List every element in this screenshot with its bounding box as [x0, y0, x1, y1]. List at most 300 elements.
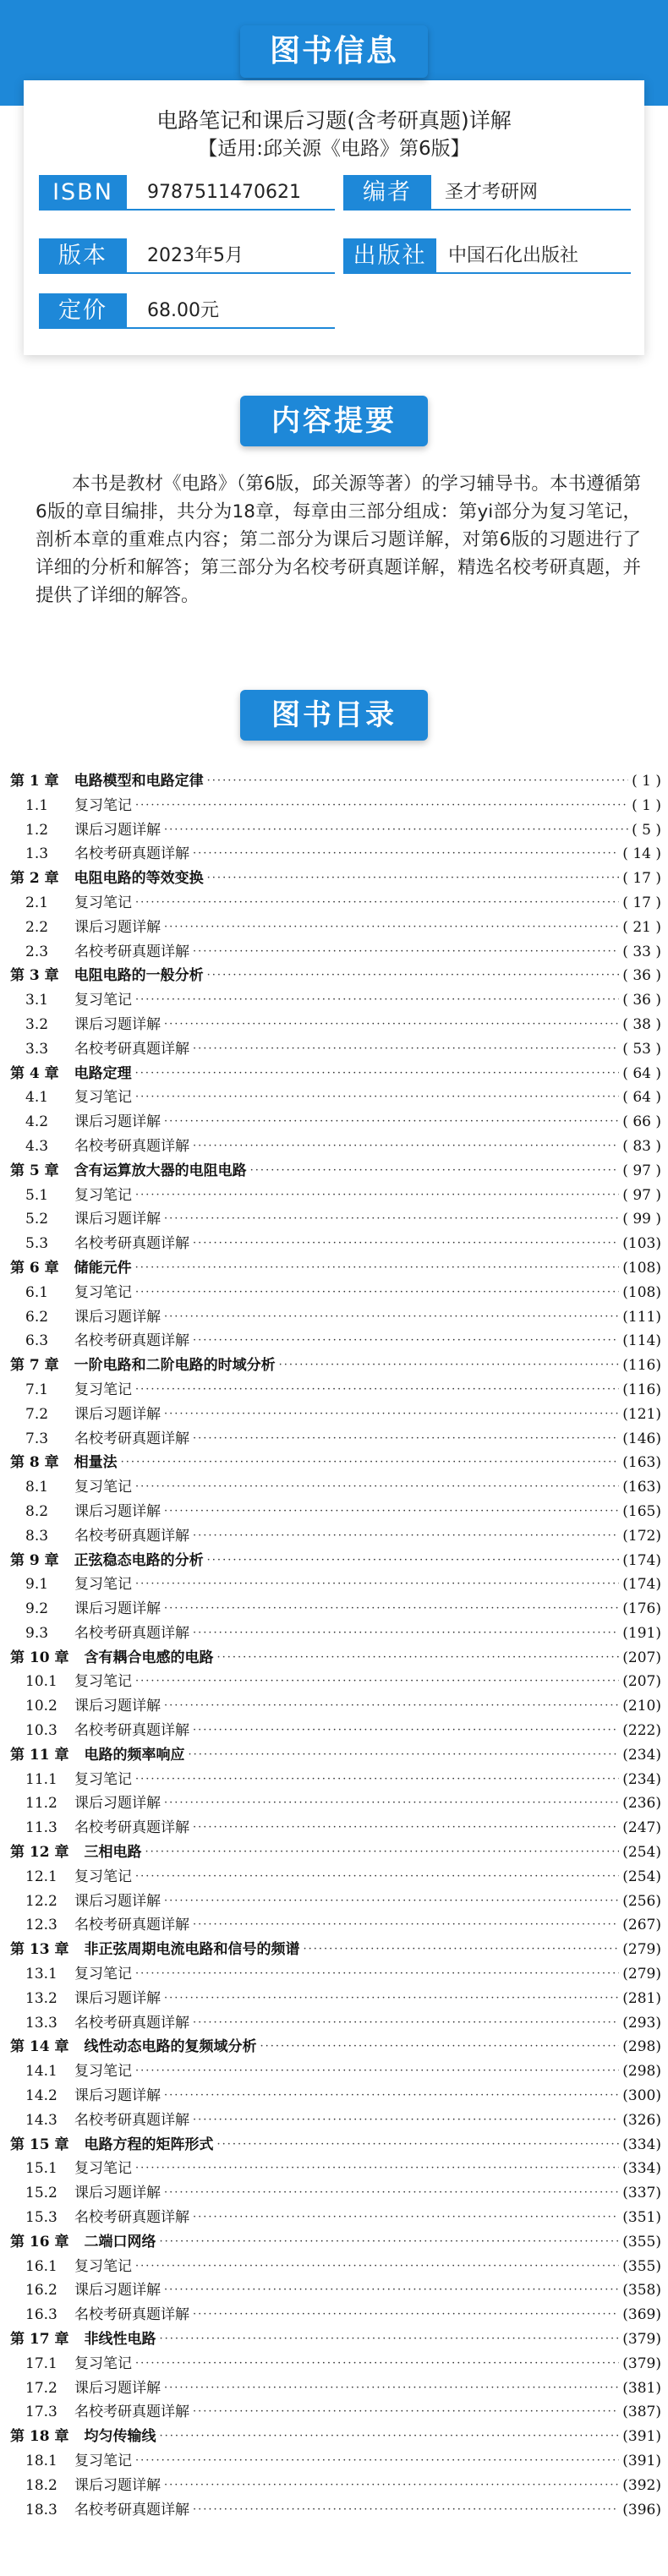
toc-leader-dots	[193, 2400, 619, 2425]
toc-number: 7.3	[25, 1430, 49, 1447]
toc-title: 课后习题详解	[74, 2379, 161, 2397]
toc-title: 名校考研真题详解	[74, 1235, 189, 1253]
toc-number: 11.3	[25, 1819, 57, 1837]
toc-number: 17.2	[25, 2379, 57, 2397]
toc-section-row	[10, 1670, 661, 1694]
toc-number: 第 10 章	[10, 1649, 69, 1666]
toc-leader-dots	[207, 769, 628, 794]
toc-page: (358)	[622, 2282, 661, 2300]
toc-title: 课后习题详解	[74, 1211, 161, 1228]
toc-page: (293)	[622, 2014, 661, 2032]
toc-number: 9.1	[25, 1576, 49, 1594]
toc-page: (254)	[622, 1844, 661, 1862]
book-title: 电路笔记和课后习题(含考研真题)详解	[156, 108, 512, 133]
toc-leader-dots	[193, 2303, 619, 2327]
toc-title: 名校考研真题详解	[74, 1332, 189, 1350]
toc-leader-dots	[207, 1549, 620, 1573]
toc-leader-dots	[135, 2352, 619, 2376]
toc-title: 课后习题详解	[74, 1502, 161, 1520]
toc-title: 复习笔记	[74, 2257, 132, 2275]
toc-leader-dots	[145, 1840, 620, 1865]
toc-page: (165)	[622, 1502, 661, 1520]
toc-page: (379)	[622, 2354, 661, 2372]
toc-number: 第 11 章	[10, 1746, 69, 1764]
toc-leader-dots	[121, 1451, 620, 1475]
toc-title: 复习笔记	[74, 2452, 132, 2469]
toc-title: 课后习题详解	[74, 1698, 161, 1715]
toc-page: (381)	[622, 2379, 661, 2397]
toc-title: 复习笔记	[74, 1673, 132, 1691]
toc-number: 18.1	[25, 2452, 57, 2469]
toc-page: ( 1 )	[632, 773, 661, 790]
toc-number: 第 15 章	[10, 2136, 69, 2153]
toc-title: 复习笔记	[74, 1770, 132, 1788]
toc-title: 储能元件	[74, 1259, 132, 1277]
toc-title: 课后习题详解	[74, 1989, 161, 2007]
toc-leader-dots	[135, 1962, 619, 1987]
toc-number: 18.3	[25, 2501, 57, 2519]
toc-number: 2.2	[25, 918, 49, 936]
toc-page: (351)	[622, 2209, 661, 2227]
toc-page: (174)	[622, 1576, 661, 1594]
toc-number: 9.3	[25, 1624, 49, 1642]
publisher-value: 中国石化出版社	[448, 245, 579, 266]
editor-underline	[431, 209, 631, 211]
toc-title: 一阶电路和二阶电路的时域分析	[74, 1357, 276, 1375]
toc-section-row	[10, 1962, 661, 1987]
toc-section-row	[10, 2303, 661, 2327]
edition-field	[39, 238, 335, 274]
toc-leader-dots	[135, 2449, 619, 2474]
toc-leader-dots	[217, 2133, 620, 2158]
toc-leader-dots	[164, 818, 628, 843]
toc-section-row	[10, 1037, 661, 1062]
toc-number: 第 16 章	[10, 2233, 69, 2251]
toc-page: (116)	[622, 1357, 661, 1375]
toc-title: 名校考研真题详解	[74, 2404, 189, 2421]
toc-chapter-row	[10, 2133, 661, 2158]
toc-number: 12.3	[25, 1917, 57, 1934]
toc-number: 2.3	[25, 943, 49, 960]
toc-title: 复习笔记	[74, 2354, 132, 2372]
toc-leader-dots	[160, 2230, 620, 2255]
toc-page: ( 33 )	[622, 943, 661, 960]
toc-title: 电阻电路的一般分析	[74, 967, 204, 985]
toc-chapter-row	[10, 1743, 661, 1768]
toc-chapter-row	[10, 867, 661, 891]
toc-number: 第 6 章	[10, 1259, 59, 1277]
toc-page: (108)	[622, 1259, 661, 1277]
toc-number: 14.1	[25, 2063, 57, 2081]
toc-title: 名校考研真题详解	[74, 2014, 189, 2032]
toc-number: 第 4 章	[10, 1064, 59, 1082]
toc-page: (163)	[622, 1454, 661, 1472]
toc-section-row	[10, 2108, 661, 2133]
toc-title: 二端口网络	[84, 2233, 156, 2251]
toc-section-row	[10, 1913, 661, 1938]
toc-leader-dots	[217, 1646, 620, 1671]
toc-title: 复习笔记	[74, 894, 132, 911]
toc-leader-dots	[193, 1913, 619, 1938]
summary-heading: 内容提要	[240, 396, 428, 446]
toc-section-row	[10, 2181, 661, 2206]
toc-chapter-row	[10, 1938, 661, 1962]
toc-page: (210)	[622, 1698, 661, 1715]
toc-page: (116)	[622, 1381, 661, 1398]
toc-number: 7.1	[25, 1381, 49, 1398]
price-underline	[127, 327, 335, 329]
toc-page: (281)	[622, 1989, 661, 2007]
toc-section-row	[10, 1719, 661, 1743]
toc-number: 1.3	[25, 845, 49, 863]
toc-page: (267)	[622, 1917, 661, 1934]
toc-title: 电阻电路的等效变换	[74, 870, 204, 888]
toc-title: 非线性电路	[84, 2331, 156, 2348]
toc-page: (163)	[622, 1479, 661, 1496]
toc-leader-dots	[193, 1816, 619, 1840]
toc-leader-dots	[164, 2181, 619, 2206]
toc-page: (114)	[622, 1332, 661, 1350]
toc-page: (247)	[622, 1819, 661, 1837]
price-value: 68.00元	[147, 300, 219, 321]
toc-number: 10.2	[25, 1698, 57, 1715]
toc-section-row	[10, 1110, 661, 1135]
toc-number: 10.3	[25, 1722, 57, 1740]
isbn-value: 9787511470621	[147, 182, 301, 203]
toc-title: 课后习题详解	[74, 1892, 161, 1910]
editor-field	[343, 175, 631, 211]
toc-leader-dots	[193, 2011, 619, 2036]
toc-number: 16.2	[25, 2282, 57, 2300]
toc-title: 电路模型和电路定律	[74, 773, 204, 790]
toc-section-row	[10, 1207, 661, 1232]
toc-title: 非正弦周期电流电路和信号的频谱	[84, 1941, 300, 1959]
toc-leader-dots	[164, 1013, 619, 1037]
toc-chapter-row	[10, 1451, 661, 1475]
toc-chapter-row	[10, 1549, 661, 1573]
toc-page: (256)	[622, 1892, 661, 1910]
publisher-label: 出版社	[343, 238, 436, 274]
toc-page: (236)	[622, 1795, 661, 1813]
editor-label: 编者	[343, 175, 431, 211]
toc-page: (369)	[622, 2306, 661, 2324]
toc-title: 复习笔记	[74, 1479, 132, 1496]
toc-section-row	[10, 1987, 661, 2011]
price-field	[39, 293, 335, 329]
toc-title: 复习笔记	[74, 1186, 132, 1204]
toc-page: (234)	[622, 1746, 661, 1764]
toc-page: (379)	[622, 2331, 661, 2348]
toc-section-row	[10, 2206, 661, 2230]
isbn-underline	[127, 209, 335, 211]
toc-section-row	[10, 1694, 661, 1719]
toc-page: ( 36 )	[622, 967, 661, 985]
toc-page: ( 17 )	[622, 894, 661, 911]
toc-page: (174)	[622, 1551, 661, 1569]
toc-title: 电路定理	[74, 1064, 132, 1082]
toc-title: 课后习题详解	[74, 2476, 161, 2494]
toc-leader-dots	[164, 1987, 619, 2011]
toc-leader-dots	[164, 2376, 619, 2401]
toc-leader-dots	[135, 1670, 619, 1694]
toc-leader-dots	[164, 2278, 619, 2303]
summary-text: 本书是教材《电路》（第6版，邱关源等著）的学习辅导书。本书遵循第6版的章目编排，共分为18章，每章由三部分组成：第yi部分为复习笔记，剖析本章的重难点内容；第二部分为课后习题详解，对第6版的习题进行了详细的分析和解答；第三部分为名校考研真题详解，精选名校考研真题，并提供了详细的解答。	[36, 473, 641, 606]
toc-leader-dots	[135, 1768, 619, 1792]
toc-page: ( 38 )	[622, 1015, 661, 1033]
toc-page: (298)	[622, 2038, 661, 2056]
toc-chapter-row	[10, 964, 661, 988]
toc-number: 14.3	[25, 2111, 57, 2129]
toc-page: (146)	[622, 1430, 661, 1447]
toc-page: ( 66 )	[622, 1113, 661, 1131]
editor-value: 圣才考研网	[445, 182, 539, 203]
toc-title: 复习笔记	[74, 2160, 132, 2178]
toc-chapter-row	[10, 1159, 661, 1184]
toc-section-row	[10, 1378, 661, 1403]
toc-leader-dots	[135, 1572, 619, 1597]
toc-number: 5.3	[25, 1235, 49, 1253]
toc-title: 名校考研真题详解	[74, 2306, 189, 2324]
toc-leader-dots	[135, 2157, 619, 2181]
toc-section-row	[10, 940, 661, 965]
toc-leader-dots	[135, 1256, 620, 1281]
toc-leader-dots	[135, 1281, 619, 1305]
toc-title: 线性动态电路的复频域分析	[84, 2038, 257, 2056]
toc-number: 17.1	[25, 2354, 57, 2372]
toc-title: 三相电路	[84, 1844, 142, 1862]
toc-page: (334)	[622, 2160, 661, 2178]
toc-title: 名校考研真题详解	[74, 1527, 189, 1545]
toc-title: 课后习题详解	[74, 1308, 161, 1326]
toc-title: 课后习题详解	[74, 2185, 161, 2202]
toc-number: 4.2	[25, 1113, 49, 1131]
toc-section-row	[10, 2449, 661, 2474]
toc-leader-dots	[135, 794, 628, 818]
toc-section-row	[10, 2255, 661, 2279]
toc-number: 14.2	[25, 2087, 57, 2105]
toc-number: 4.1	[25, 1089, 49, 1107]
toc-leader-dots	[164, 1403, 619, 1427]
toc-page: (334)	[622, 2136, 661, 2153]
toc-title: 复习笔记	[74, 1283, 132, 1301]
toc-leader-dots	[207, 964, 620, 988]
toc-section-row	[10, 1281, 661, 1305]
toc-leader-dots	[164, 1110, 619, 1135]
toc-leader-dots	[189, 1743, 620, 1768]
table-of-contents	[10, 769, 661, 2522]
toc-section-row	[10, 2498, 661, 2523]
toc-section-row	[10, 1013, 661, 1037]
isbn-field	[39, 175, 335, 211]
toc-section-row	[10, 1475, 661, 1500]
toc-page: ( 5 )	[632, 821, 661, 839]
toc-section-row	[10, 891, 661, 916]
toc-title: 名校考研真题详解	[74, 1624, 189, 1642]
toc-section-row	[10, 1403, 661, 1427]
toc-section-row	[10, 1572, 661, 1597]
toc-leader-dots	[260, 2035, 620, 2059]
toc-number: 16.3	[25, 2306, 57, 2324]
toc-page: (279)	[622, 1966, 661, 1983]
toc-title: 名校考研真题详解	[74, 943, 189, 960]
toc-title: 复习笔记	[74, 1576, 132, 1594]
toc-number: 12.1	[25, 1868, 57, 1885]
toc-leader-dots	[304, 1938, 620, 1962]
toc-title: 名校考研真题详解	[74, 1917, 189, 1934]
toc-section-row	[10, 2011, 661, 2036]
toc-chapter-row	[10, 769, 661, 794]
toc-section-row	[10, 794, 661, 818]
toc-leader-dots	[193, 1232, 619, 1256]
toc-number: 3.1	[25, 992, 49, 1009]
toc-title: 电路方程的矩阵形式	[84, 2136, 214, 2153]
edition-value: 2023年5月	[147, 245, 244, 266]
toc-leader-dots	[207, 867, 620, 891]
toc-page: (207)	[622, 1673, 661, 1691]
toc-page: ( 1 )	[632, 796, 661, 814]
toc-leader-dots	[193, 1427, 619, 1452]
toc-number: 1.1	[25, 796, 49, 814]
toc-number: 8.1	[25, 1479, 49, 1496]
toc-title: 课后习题详解	[74, 918, 161, 936]
toc-page: (103)	[622, 1235, 661, 1253]
toc-page: ( 21 )	[622, 918, 661, 936]
toc-page: (207)	[622, 1649, 661, 1666]
toc-number: 15.2	[25, 2185, 57, 2202]
toc-section-row	[10, 818, 661, 843]
toc-title: 正弦稳态电路的分析	[74, 1551, 204, 1569]
toc-leader-dots	[193, 940, 619, 965]
toc-number: 5.1	[25, 1186, 49, 1204]
toc-section-row	[10, 1500, 661, 1524]
toc-leader-dots	[135, 1062, 620, 1086]
toc-section-row	[10, 1427, 661, 1452]
toc-leader-dots	[193, 1135, 619, 1159]
toc-page: (121)	[622, 1405, 661, 1423]
toc-title: 复习笔记	[74, 1381, 132, 1398]
toc-number: 第 5 章	[10, 1162, 59, 1179]
toc-page: ( 53 )	[622, 1040, 661, 1058]
toc-chapter-row	[10, 2035, 661, 2059]
toc-chapter-row	[10, 1256, 661, 1281]
toc-section-row	[10, 1305, 661, 1330]
toc-number: 17.3	[25, 2404, 57, 2421]
toc-leader-dots	[193, 1524, 619, 1549]
toc-number: 3.2	[25, 1015, 49, 1033]
toc-page: (234)	[622, 1770, 661, 1788]
toc-section-row	[10, 842, 661, 867]
toc-page: (191)	[622, 1624, 661, 1642]
toc-leader-dots	[193, 1622, 619, 1646]
toc-leader-dots	[164, 1597, 619, 1622]
toc-leader-dots	[135, 1865, 619, 1890]
toc-leader-dots	[193, 1329, 619, 1354]
toc-section-row	[10, 1524, 661, 1549]
toc-number: 13.3	[25, 2014, 57, 2032]
toc-page: ( 64 )	[622, 1089, 661, 1107]
toc-number: 2.1	[25, 894, 49, 911]
toc-title: 课后习题详解	[74, 2282, 161, 2300]
toc-page: ( 64 )	[622, 1064, 661, 1082]
toc-number: 12.2	[25, 1892, 57, 1910]
toc-title: 复习笔记	[74, 796, 132, 814]
toc-page: (254)	[622, 1868, 661, 1885]
toc-page: (396)	[622, 2501, 661, 2519]
toc-leader-dots	[160, 2327, 620, 2352]
toc-title: 复习笔记	[74, 1089, 132, 1107]
toc-number: 11.1	[25, 1770, 57, 1788]
edition-underline	[127, 272, 335, 274]
toc-number: 6.3	[25, 1332, 49, 1350]
toc-section-row	[10, 1135, 661, 1159]
toc-section-row	[10, 1622, 661, 1646]
toc-leader-dots	[135, 988, 619, 1013]
toc-section-row	[10, 2376, 661, 2401]
toc-number: 第 17 章	[10, 2331, 69, 2348]
toc-number: 第 12 章	[10, 1844, 69, 1862]
toc-number: 11.2	[25, 1795, 57, 1813]
toc-page: ( 14 )	[622, 845, 661, 863]
toc-section-row	[10, 1597, 661, 1622]
toc-page: (392)	[622, 2476, 661, 2494]
toc-page: (176)	[622, 1600, 661, 1618]
toc-number: 1.2	[25, 821, 49, 839]
toc-number: 第 7 章	[10, 1357, 59, 1375]
toc-title: 名校考研真题详解	[74, 1430, 189, 1447]
toc-title: 名校考研真题详解	[74, 2209, 189, 2227]
toc-page: ( 17 )	[622, 870, 661, 888]
toc-page: (355)	[622, 2233, 661, 2251]
toc-title: 名校考研真题详解	[74, 845, 189, 863]
toc-page: (337)	[622, 2185, 661, 2202]
toc-title: 名校考研真题详解	[74, 1137, 189, 1155]
toc-leader-dots	[135, 1184, 619, 1208]
toc-title: 相量法	[74, 1454, 118, 1472]
toc-chapter-row	[10, 1354, 661, 1378]
toc-title: 课后习题详解	[74, 1113, 161, 1131]
toc-leader-dots	[193, 2498, 619, 2523]
toc-leader-dots	[164, 1500, 619, 1524]
toc-section-row	[10, 1890, 661, 1914]
toc-page: ( 83 )	[622, 1137, 661, 1155]
toc-leader-dots	[135, 2059, 619, 2084]
toc-section-row	[10, 1816, 661, 1840]
toc-section-row	[10, 1184, 661, 1208]
toc-number: 第 13 章	[10, 1941, 69, 1959]
toc-title: 课后习题详解	[74, 1795, 161, 1813]
toc-section-row	[10, 2157, 661, 2181]
toc-number: 第 9 章	[10, 1551, 59, 1569]
toc-number: 4.3	[25, 1137, 49, 1155]
price-label: 定价	[39, 293, 127, 329]
toc-leader-dots	[135, 1086, 619, 1110]
toc-title: 复习笔记	[74, 992, 132, 1009]
toc-leader-dots	[193, 2108, 619, 2133]
toc-leader-dots	[193, 842, 619, 867]
toc-number: 3.3	[25, 1040, 49, 1058]
toc-title: 名校考研真题详解	[74, 1040, 189, 1058]
toc-title: 名校考研真题详解	[74, 1819, 189, 1837]
toc-page: (172)	[622, 1527, 661, 1545]
toc-number: 13.1	[25, 1966, 57, 1983]
toc-chapter-row	[10, 2327, 661, 2352]
book-subtitle: 【适用:邱关源《电路》第6版】	[198, 138, 470, 160]
toc-chapter-row	[10, 1062, 661, 1086]
toc-section-row	[10, 916, 661, 940]
toc-leader-dots	[279, 1354, 620, 1378]
toc-title: 课后习题详解	[74, 821, 161, 839]
toc-page: (355)	[622, 2257, 661, 2275]
